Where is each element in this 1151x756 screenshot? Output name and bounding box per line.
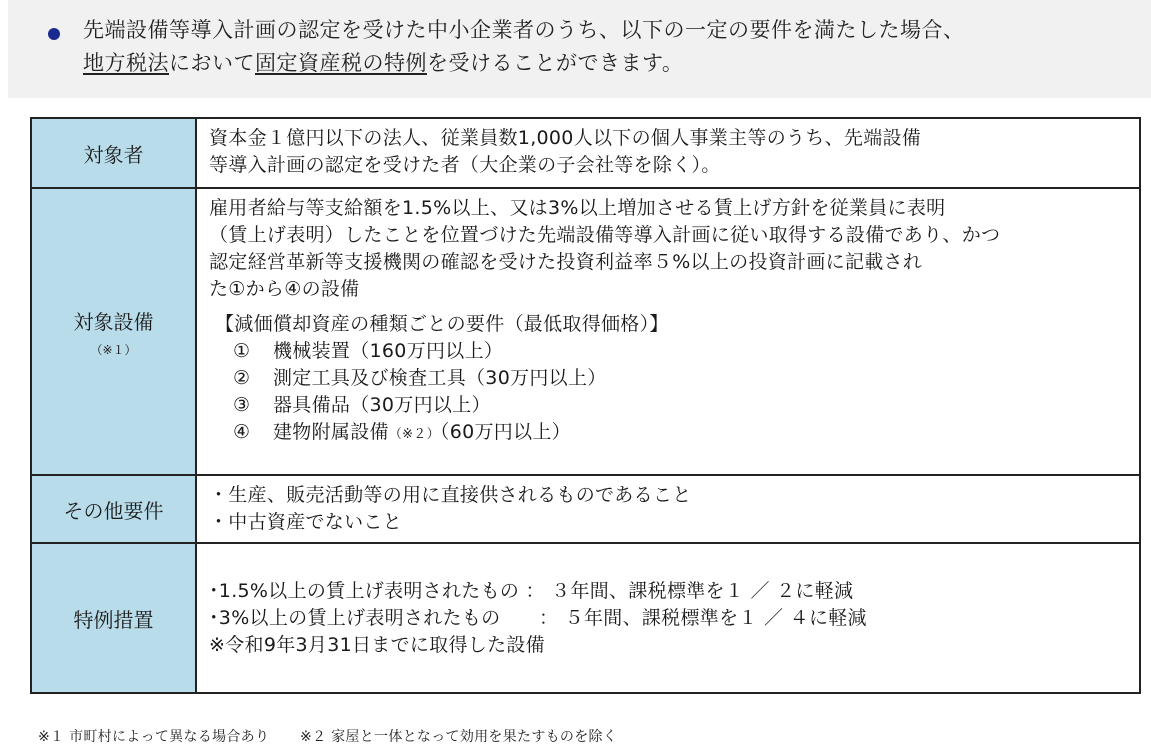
label-other: その他要件: [31, 475, 196, 543]
label-equipment: 対象設備 （※１）: [31, 188, 196, 475]
row-target: [31, 118, 1140, 188]
headline-line-1: 先端設備等導入計画の認定を受けた中小企業者のうち、以下の一定の要件を満たした場合、: [83, 18, 965, 42]
content-special: ･1.5%以上の賃上げ表明されたもの ： ３年間、課税標準を１ ／ ２に軽減 ･3%以上の賃上げ表明されたもの ： ５年間、課税標準を１ ／ ４に軽減 ※令和9年3月31日までに取得した設備: [196, 543, 1140, 693]
bullet-icon: [48, 28, 60, 40]
footnote-2: ※２ 家屋と一体となって効用を果たすものを除く: [300, 729, 618, 745]
equipment-item: ③ 器具備品（30万円以上）: [233, 394, 491, 416]
row-equipment: [31, 188, 1140, 475]
headline-line-2: 地方税法において固定資産税の特例を受けることができます。: [83, 51, 684, 75]
item-note: （※２）: [388, 427, 440, 442]
content-equipment: 雇用者給与等支給額を1.5%以上、又は3%以上増加させる賃上げ方針を従業員に表明 （賃上げ表明）したことを位置づけた先端設備等導入計画に従い取得する設備であり、かつ 認定経営革新等支援機関の確認を受けた投資利益率５%以上の投資計画に記載され た①から④の設備 【減価償却資産の種類ごとの要件（最低取得価格）】 ① 機械装置（160万円以上） ② 測定工具及び検査工具（30万円以上） ③ 器具備品（30万円以上） ④ 建物附属設備（※２）（60万円以上）: [196, 188, 1140, 475]
row-other-requirements: [31, 475, 1140, 543]
content-other: ・生産、販売活動等の用に直接供されるものであること ・中古資産でないこと: [196, 475, 1140, 543]
content-target: 資本金１億円以下の法人、従業員数1,000人以下の個人事業主等のうち、先端設備 等導入計画の認定を受けた者（大企業の子会社等を除く）。: [196, 118, 1140, 188]
equipment-item: ② 測定工具及び検査工具（30万円以上）: [233, 367, 607, 389]
equipment-item: ① 機械装置（160万円以上）: [233, 340, 504, 362]
equipment-item: ④ 建物附属設備（※２）（60万円以上）: [233, 421, 571, 443]
footnotes: [38, 726, 643, 746]
row-special-measures: [31, 543, 1140, 693]
footnote-1: ※１ 市町村によって異なる場合あり: [38, 729, 270, 745]
headline-underline-local-tax-law: 地方税法: [83, 51, 169, 75]
equipment-subtitle: 【減価償却資産の種類ごとの要件（最低取得価格）】: [215, 313, 669, 335]
requirements-table: [30, 117, 1141, 694]
headline-text: [83, 14, 965, 80]
label-special: 特例措置: [31, 543, 196, 693]
label-equipment-note: （※１）: [90, 342, 137, 357]
headline-banner: [8, 0, 1151, 98]
label-target: 対象者: [31, 118, 196, 188]
headline-underline-property-tax-special: 固定資産税の特例: [255, 51, 427, 75]
